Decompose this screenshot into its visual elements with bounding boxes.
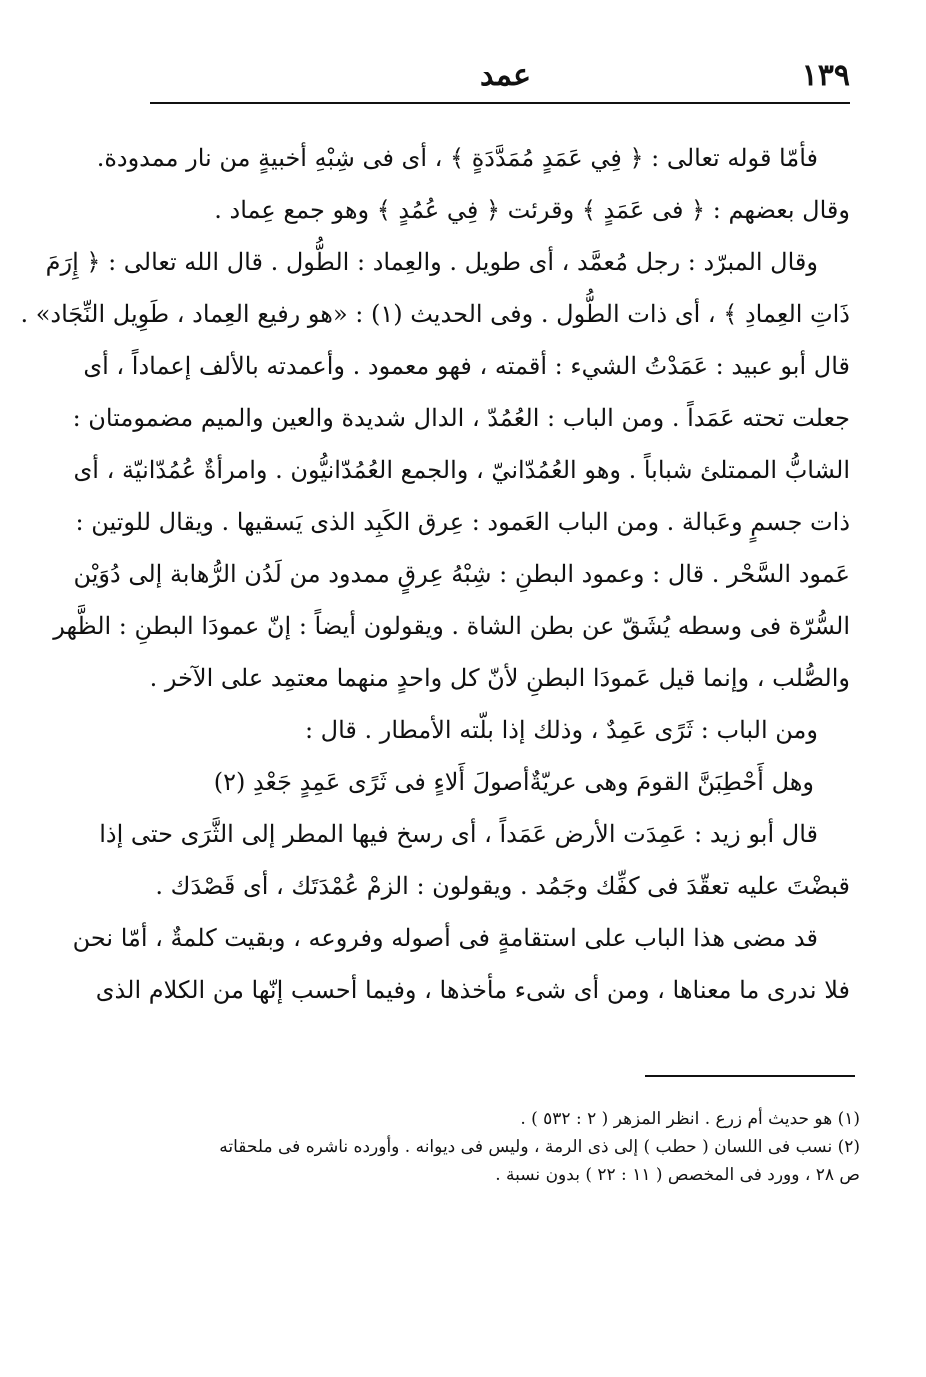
- footnote-rule: [645, 1075, 855, 1077]
- text-line: ذات جسمٍ وعَبالة . ومن الباب العَمود : عِرق الكَبِد الذى يَسقيها . ويقال للوتين :: [75, 508, 850, 536]
- footnotes: [150, 1105, 860, 1189]
- text-line: فلا ندرى ما معناها ، ومن أى شىء مأخذها ، وفيما أحسب إنّها من الكلام الذى: [95, 976, 850, 1004]
- text-line: ذَاتِ العِمادِ ﴾ ، أى ذات الطُّول . وفى الحديث (١) : «هو رفيع العِماد ، طَوِيل النِّجَاد» .: [20, 300, 850, 328]
- text-line: قال أبو زيد : عَمِدَت الأرض عَمَداً ، أى رسخ فيها المطر إلى الثَّرَى حتى إذا: [99, 820, 818, 848]
- text-line: والصُّلب ، وإنما قيل عَمودَا البطنِ لأنّ كل واحدٍ منهما معتمِد على الآخر .: [149, 664, 850, 692]
- footnote: (٢) نسب فى اللسان ( حطب ) إلى ذى الرمة ، وليس فى ديوانه . وأورده ناشره فى ملحقاته: [219, 1137, 860, 1157]
- footnote: ص ٢٨ ، وورد فى المخصص ( ١١ : ٢٢ ) بدون نسبة .: [495, 1165, 860, 1185]
- text-line: وقال المبرّد : رجل مُعمَّد ، أى طويل . والعِماد : الطُّول . قال الله تعالى : ﴿ إِرَمَ: [45, 248, 818, 276]
- footnote: (١) هو حديث أم زرع . انظر المزهر ( ٢ : ٥٣٢ ) .: [520, 1109, 860, 1129]
- verse-hemistich-2: أصولَ أَلاءٍ فى ثَرًى عَمِدٍ جَعْدِ (٢): [213, 768, 530, 796]
- page-number: ١٣٩: [801, 58, 850, 93]
- text-line: وقال بعضهم : ﴿ فى عَمَدٍ ﴾ وقرئت ﴿ فِي عُمُدٍ ﴾ وهو جمع عِماد .: [214, 196, 850, 224]
- text-line: السُّرّة فى وسطه يُشَقّ عن بطن الشاة . ويقولون أيضاً : إنّ عمودَا البطنِ : الظَّهر: [53, 612, 850, 640]
- header-rule: [150, 102, 850, 104]
- text-line: قد مضى هذا الباب على استقامةٍ فى أصوله وفروعه ، وبقيت كلمةٌ ، أمّا نحن: [72, 924, 818, 952]
- text-line: الشابُّ الممتلئ شباباً . وهو العُمُدّانيّ ، والجمع العُمُدّانيُّون . وامرأةٌ عُمُدّانيّة ، أى: [73, 456, 850, 484]
- verse-hemistich-1: وهل أَحْطِبَنَّ القومَ وهى عريّةٌ: [529, 768, 814, 796]
- text-line: عَمود السَّحْر . قال : وعمود البطنِ : شِبْهُ عِرقٍ ممدود من لَدُن الرُّهابة إلى دُوَيْن: [73, 560, 850, 588]
- running-head: عمد: [480, 58, 531, 93]
- text-line: فأمّا قوله تعالى : ﴿ فِي عَمَدٍ مُمَدَّدَةٍ ﴾ ، أى فى شِبْهِ أخبيةٍ من نار ممدودة.: [96, 144, 818, 172]
- text-line: قال أبو عبيد : عَمَدْتُ الشيء : أقمته ، فهو معمود . وأعمدته بالألف إعماداً ، أى: [83, 352, 850, 380]
- text-line: قبضْتَ عليه تعقّدَ فى كفِّك وجَمُد . ويقولون : الزمْ عُمْدَتَك ، أى قَصْدَك .: [155, 872, 850, 900]
- verse: [150, 756, 850, 808]
- page-header: [150, 58, 850, 98]
- text-line: جعلت تحته عَمَداً . ومن الباب : العُمُدّ ، الدال شديدة والعين والميم مضمومتان :: [72, 404, 850, 432]
- text-line: ومن الباب : ثَرًى عَمِدٌ ، وذلك إذا بلّته الأمطار . قال :: [304, 716, 818, 744]
- body-text: [20, 132, 850, 1016]
